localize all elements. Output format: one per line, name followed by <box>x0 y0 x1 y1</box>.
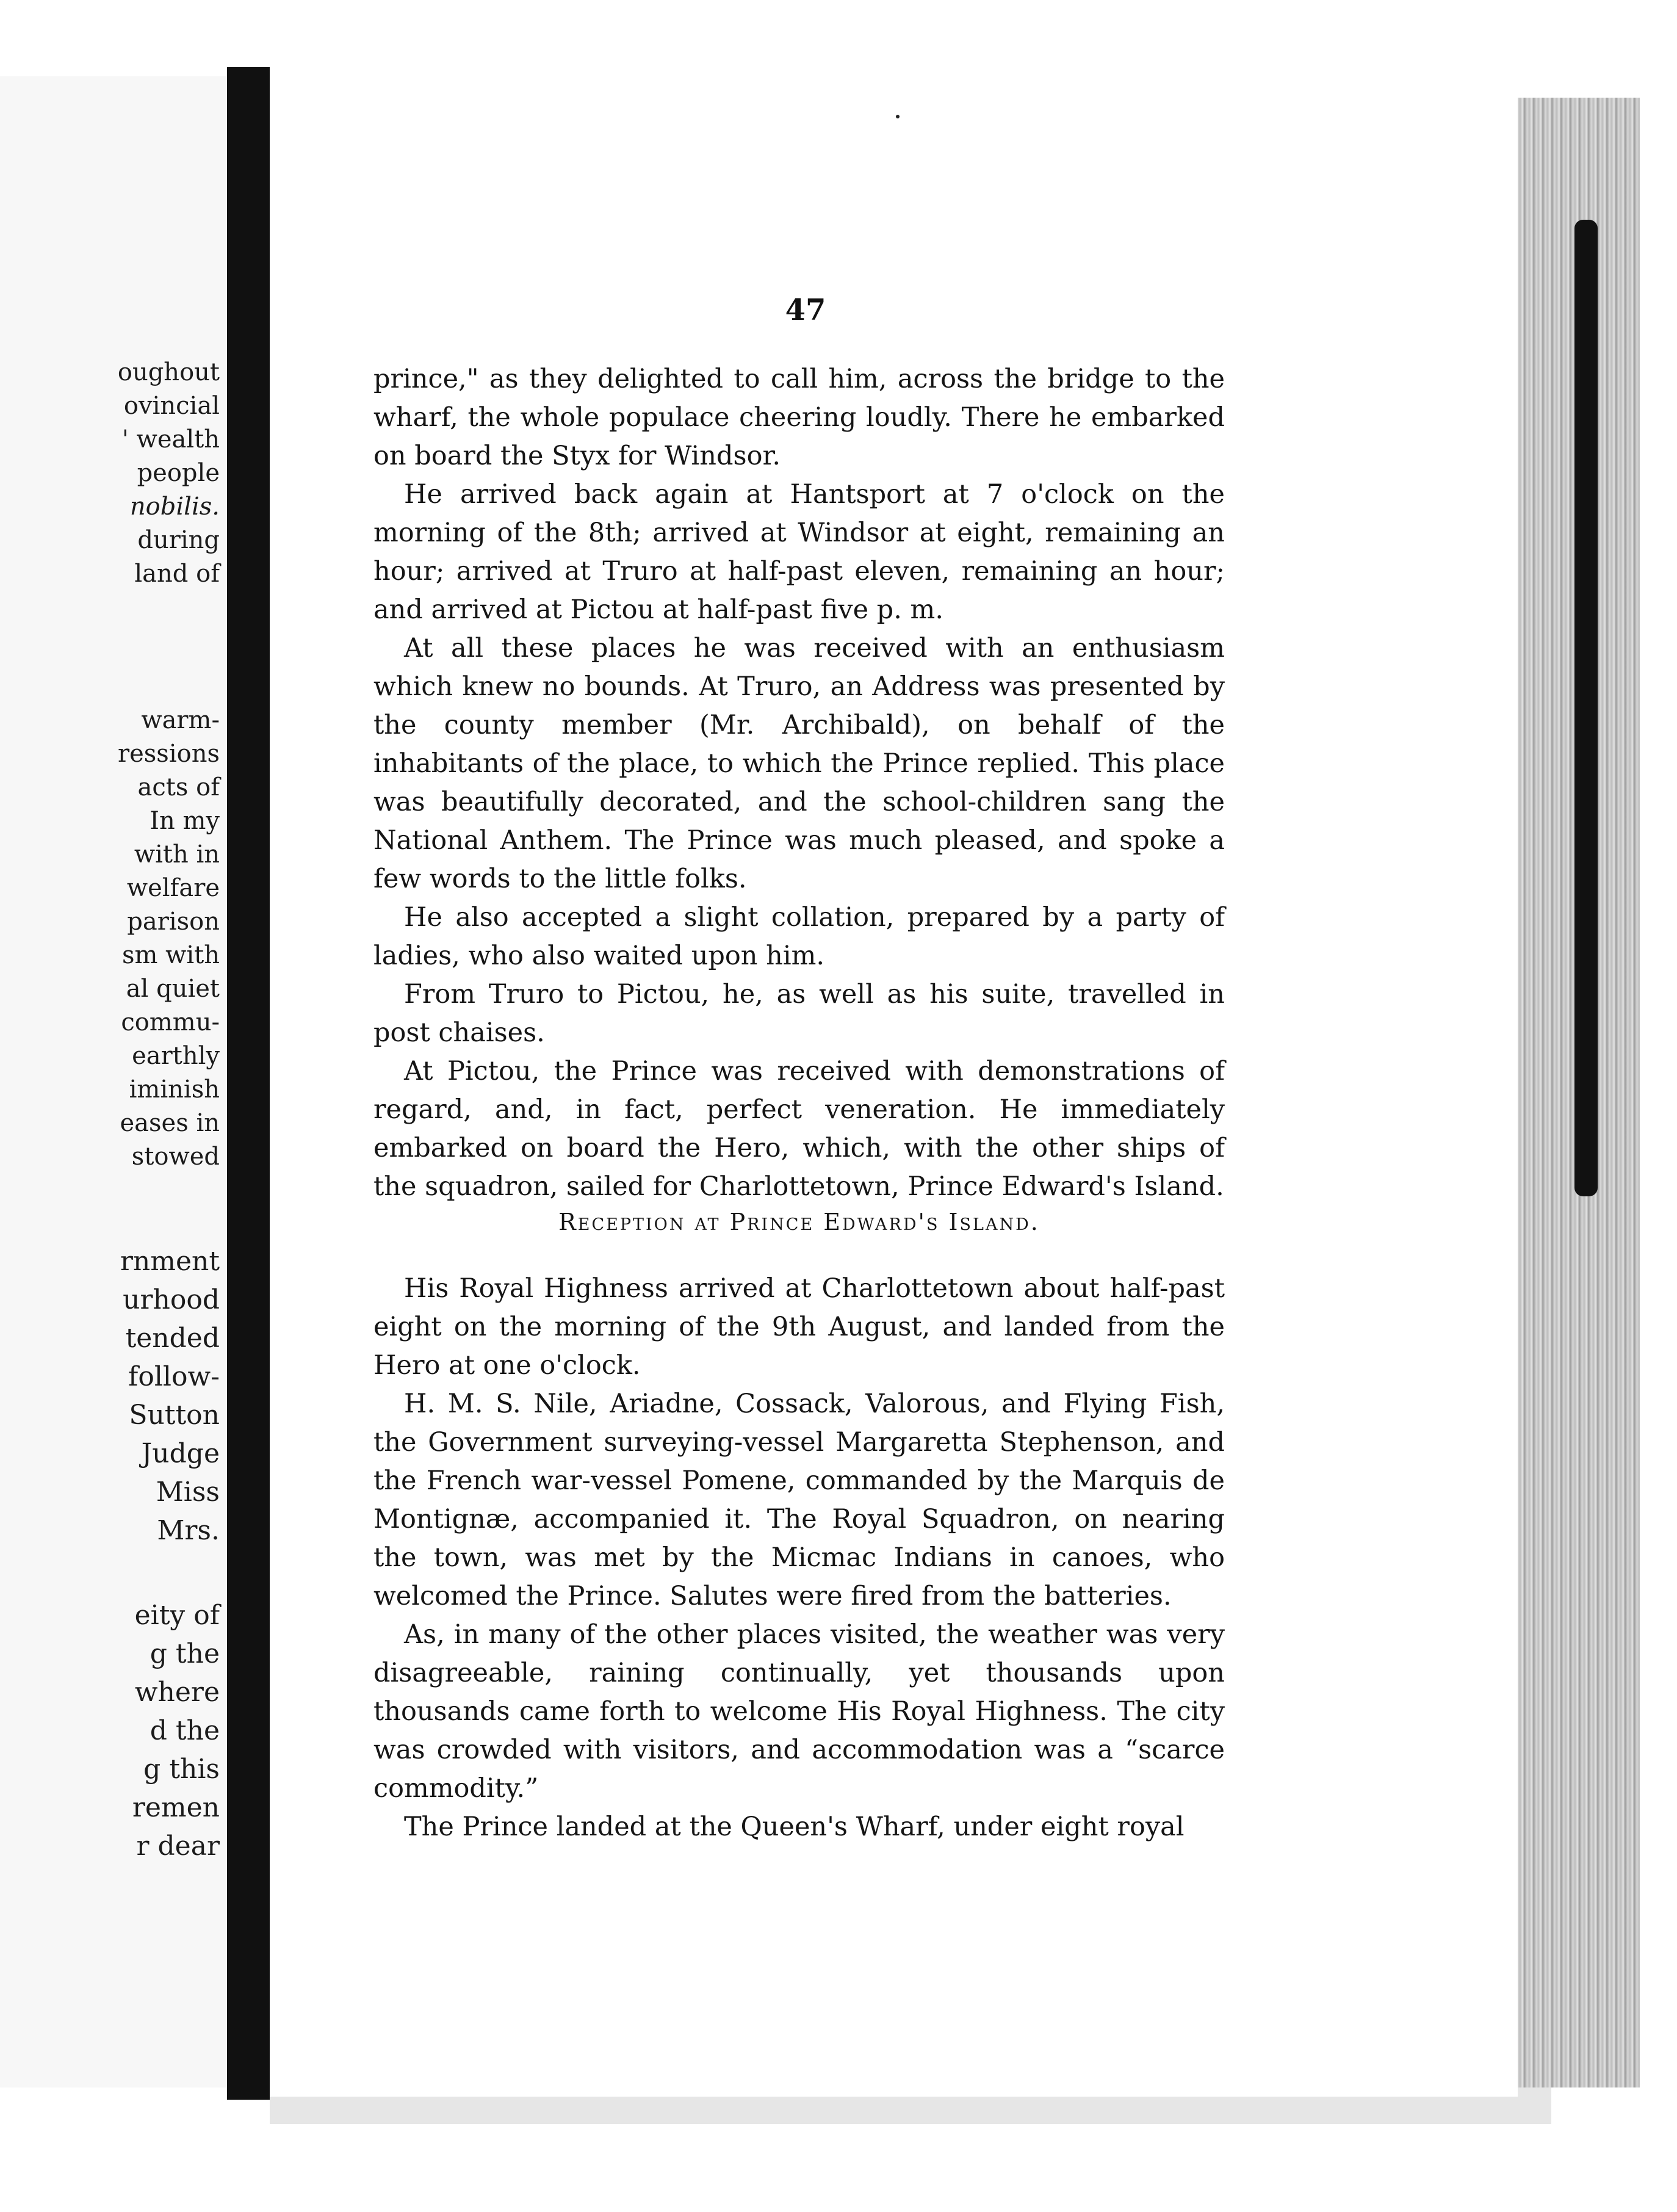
paragraph: At all these places he was received with an enthusiasm which knew no bounds. At Truro, an Address was presented by the county member (Mr. Archibald), on behalf of the inhabitants of the place, to which the Prince replied. This place was beautifully decorated, and the school-children sang the National Anthem. The Prince was much pleased, and spoke a few words to the little folks. <box>373 633 1225 894</box>
left-page-line: eity of <box>134 1600 220 1631</box>
left-page-line: warm- <box>141 706 220 734</box>
paragraph: His Royal Highness arrived at Charlottetown about half-past eight on the morning of the 9th August, and landed from the Hero at one o'clock. <box>373 1273 1225 1381</box>
left-facing-page <box>0 76 227 2087</box>
body-text-bottom <box>373 1270 1225 1846</box>
left-page-line: tended <box>125 1323 220 1354</box>
left-page-line: earthly <box>132 1042 220 1070</box>
left-page-line: eases in <box>120 1109 220 1137</box>
page-number: 47 <box>785 293 826 327</box>
left-page-line: Mrs. <box>157 1515 220 1546</box>
left-page-line: acts of <box>137 773 220 801</box>
left-page-line: Miss <box>156 1476 220 1508</box>
left-page-line: with in <box>134 840 220 869</box>
paragraph: The Prince landed at the Queen's Wharf, under eight royal <box>404 1812 1185 1842</box>
left-page-line: nobilis. <box>129 493 220 521</box>
left-page-line: where <box>134 1677 220 1708</box>
scan-speck <box>896 115 900 118</box>
book-gutter-shadow <box>227 67 270 2100</box>
paragraph: As, in many of the other places visited, the weather was very disagreeable, raining continually, yet thousands upon thousands came forth to welcome His Royal Highness. The city was crowded with visitors, and accommodation was a “scarce commodity.” <box>373 1619 1225 1804</box>
paragraph: From Truro to Pictou, he, as well as his suite, travelled in post chaises. <box>373 979 1225 1048</box>
paragraph: prince," as they delighted to call him, across the bridge to the wharf, the whole populace cheering loudly. There he embarked on board the Styx for Windsor. <box>373 364 1225 471</box>
paragraph: At Pictou, the Prince was received with demonstrations of regard, and, in fact, perfect veneration. He immediately embarked on board the Hero, which, with the other ships of the squadron, sailed for Charlottetown, Prince Edward's Island. <box>373 1056 1225 1202</box>
left-page-line: urhood <box>123 1284 220 1315</box>
left-page-line: stowed <box>131 1143 220 1171</box>
paragraph: He arrived back again at Hantsport at 7 o'clock on the morning of the 8th; arrived at Windsor at eight, remaining an hour; arrived at Truro at half-past eleven, remaining an hour; and arrived at Pictou at half-past five p. m. <box>373 479 1225 625</box>
left-page-line: ressions <box>117 740 220 768</box>
paragraph: H. M. S. Nile, Ariadne, Cossack, Valorous, and Flying Fish, the Government surveying-vessel Margaretta Stephenson, and the French war-vessel Pomene, commanded by the Marquis de Montignæ, accompanied it. The Royal Squadron, on nearing the town, was met by the Micmac Indians in canoes, who welcomed the Prince. Salutes were fired from the batteries. <box>373 1389 1225 1611</box>
left-page-line: parison <box>127 908 220 936</box>
left-page-line: land of <box>134 560 220 588</box>
paragraph: He also accepted a slight collation, prepared by a party of ladies, who also waited upon him. <box>373 902 1225 971</box>
left-page-line: commu- <box>121 1008 220 1036</box>
left-page-line: iminish <box>129 1075 220 1104</box>
left-page-line: al quiet <box>126 975 220 1003</box>
left-page-line: sm with <box>121 941 220 969</box>
left-page-line: oughout <box>117 358 220 386</box>
body-text-top <box>373 360 1225 1206</box>
left-page-line: remen <box>132 1792 220 1823</box>
left-page-line: In my <box>150 807 220 835</box>
left-page-line: during <box>137 526 220 554</box>
section-heading: Reception at Prince Edward's Island. <box>558 1209 1040 1235</box>
left-page-line: people <box>137 459 220 487</box>
left-page-line: r dear <box>136 1831 220 1862</box>
left-page-line: ' wealth <box>121 425 220 454</box>
left-page-line: Judge <box>141 1438 220 1469</box>
left-page-line: d the <box>150 1715 220 1746</box>
left-page-line: follow- <box>128 1361 220 1392</box>
left-page-line: rnment <box>120 1246 220 1277</box>
left-page-line: welfare <box>126 874 220 902</box>
left-page-line: g this <box>143 1754 220 1785</box>
left-page-line: g the <box>150 1638 220 1669</box>
fore-edge-dark-band <box>1574 220 1598 1196</box>
left-page-line: ovincial <box>123 392 220 420</box>
left-page-line: Sutton <box>129 1400 220 1431</box>
